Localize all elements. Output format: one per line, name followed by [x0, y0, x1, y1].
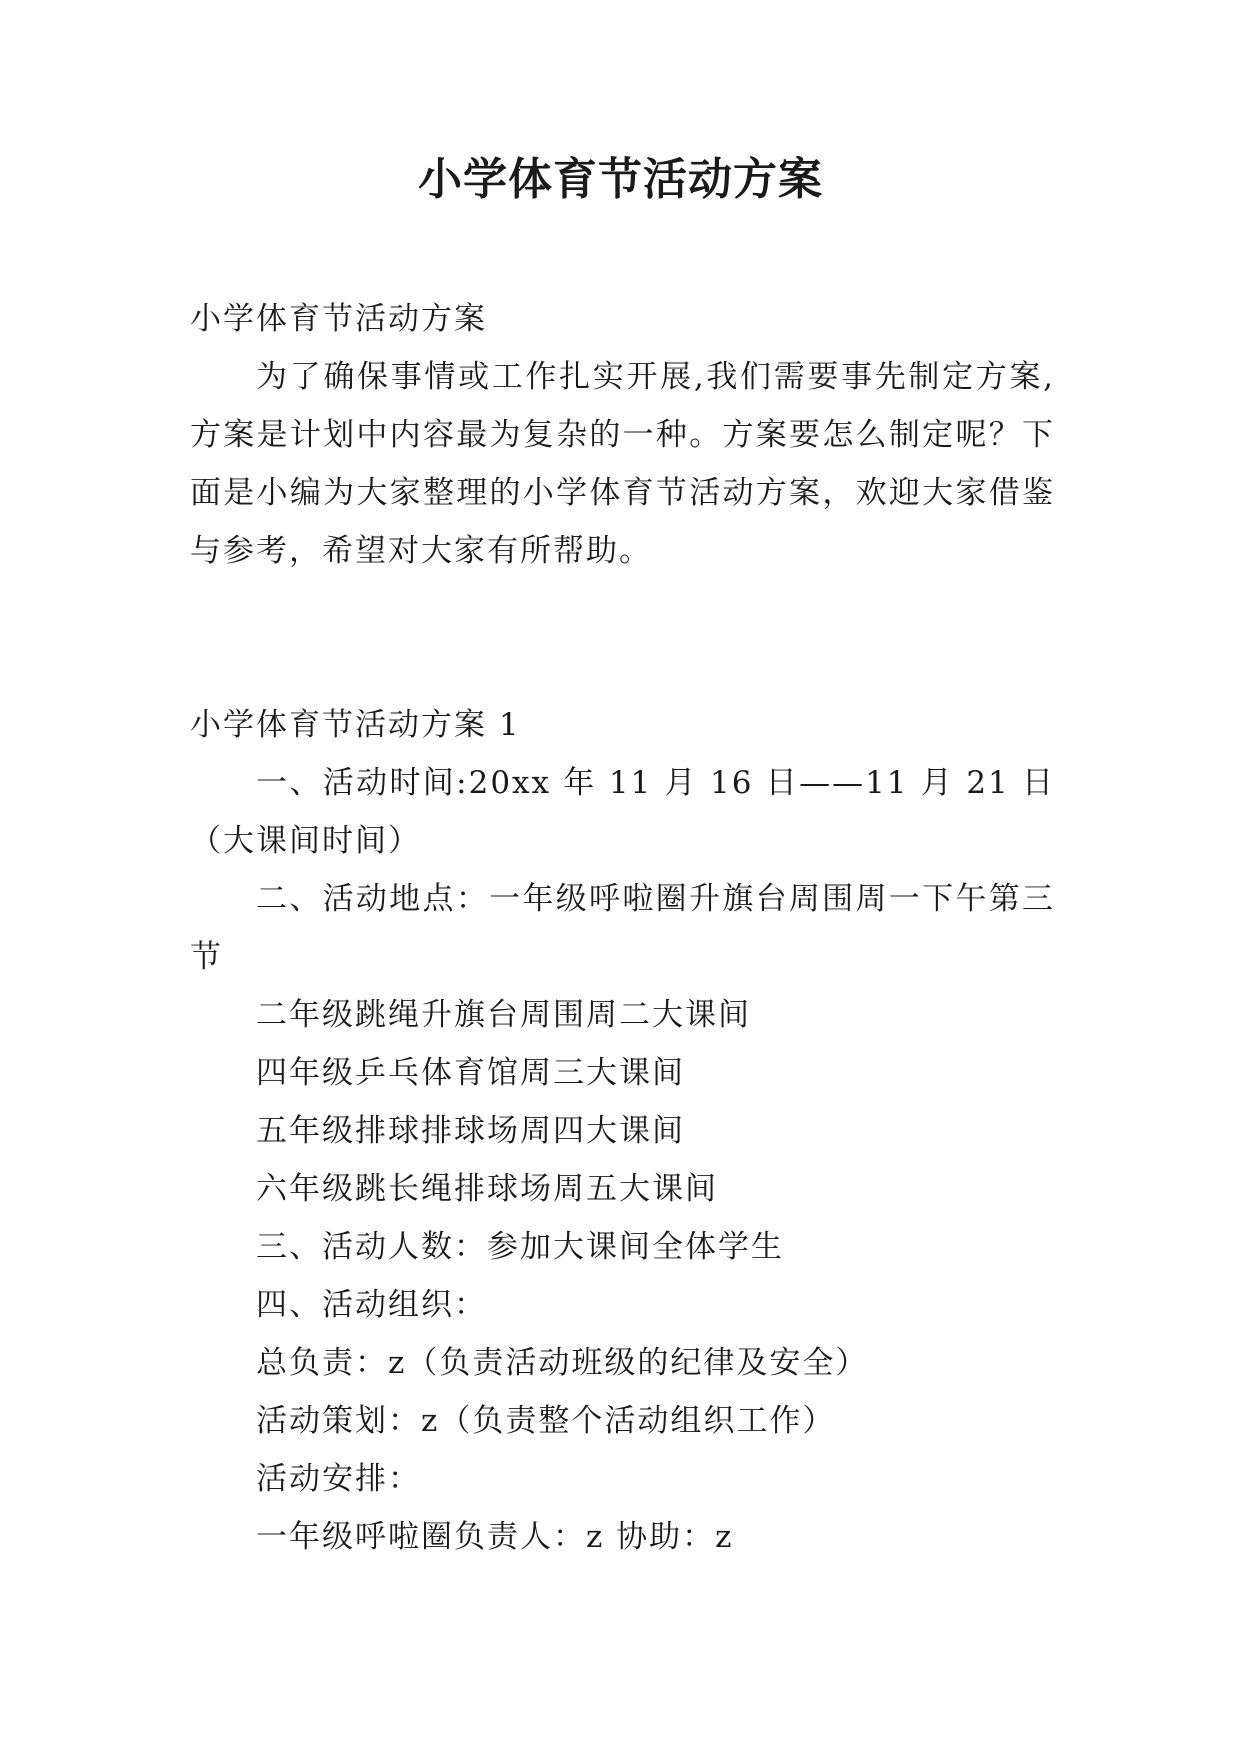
- grade-two-line: 二年级跳绳升旗台周围周二大课间: [256, 997, 751, 1033]
- grade-six-line: 六年级跳长绳排球场周五大课间: [256, 1171, 718, 1207]
- participants-line: 三、活动人数：参加大课间全体学生: [256, 1229, 784, 1265]
- document-body: [190, 290, 1055, 1566]
- section-heading: 小学体育节活动方案 1: [190, 707, 521, 743]
- document-subtitle: 小学体育节活动方案: [190, 301, 487, 337]
- grade-four-line: 四年级乒乓体育馆周三大课间: [256, 1055, 685, 1091]
- grade-one-lead-line: 一年级呼啦圈负责人：z 协助：z: [256, 1519, 734, 1555]
- intro-paragraph: 为了确保事情或工作扎实开展,我们需要事先制定方案,方案是计划中内容最为复杂的一种。方案要怎么制定呢？下面是小编为大家整理的小学体育节活动方案，欢迎大家借鉴与参考，希望对大家有所帮助。: [190, 359, 1055, 569]
- activity-time-paragraph: 一、活动时间:20xx 年 11 月 16 日——11 月 21 日（大课间时间）: [190, 765, 1055, 859]
- planning-line: 活动策划：z（负责整个活动组织工作）: [256, 1403, 836, 1439]
- activity-location-paragraph: 二、活动地点：一年级呼啦圈升旗台周围周一下午第三节: [190, 881, 1055, 975]
- page-title: 小学体育节活动方案: [418, 154, 823, 205]
- grade-five-line: 五年级排球排球场周四大课间: [256, 1113, 685, 1149]
- organization-line: 四、活动组织：: [256, 1287, 487, 1323]
- paragraph-spacer: [190, 580, 1055, 696]
- overall-lead-line: 总负责：z（负责活动班级的纪律及安全）: [256, 1345, 869, 1381]
- arrangement-line: 活动安排：: [256, 1461, 421, 1497]
